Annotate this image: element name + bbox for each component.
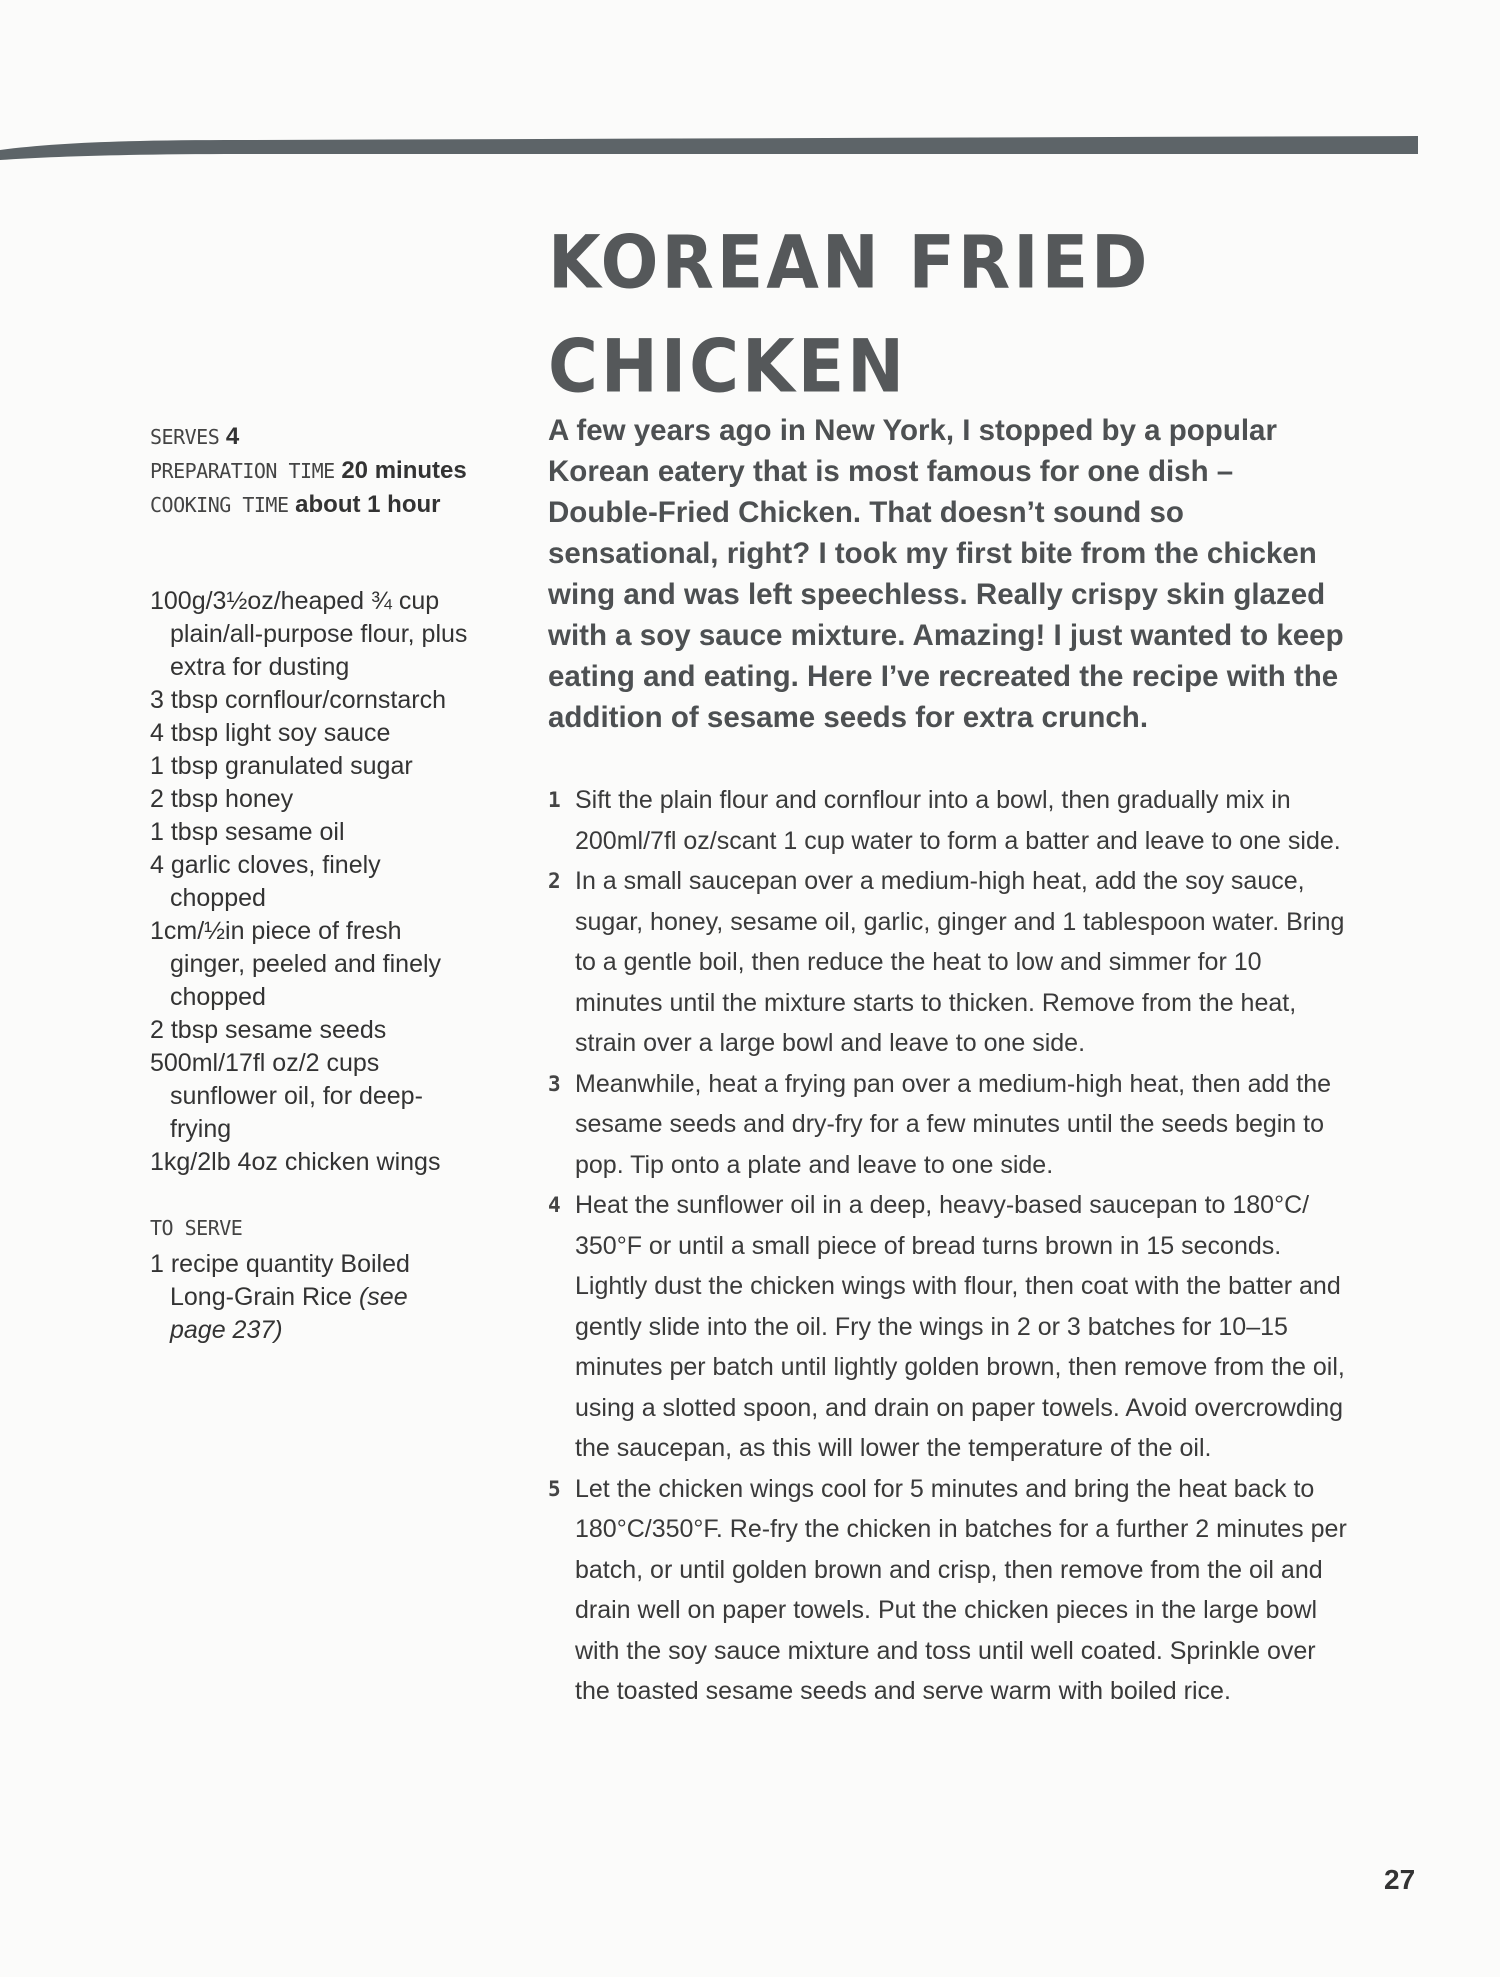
method-step [548,1185,1348,1469]
serves-row [150,420,510,454]
step-number: 3 [548,1071,561,1096]
page-number: 27 [1384,1864,1416,1895]
cook-time-row [150,488,510,522]
ingredient-item: 1 tbsp sesame oil [150,818,345,846]
method-step [548,780,1348,861]
ingredient-item: 1kg/2lb 4oz chicken wings [150,1148,441,1176]
step-number: 5 [548,1476,561,1501]
ingredient-item: 100g/3½oz/heaped ¾ cup plain/all-purpose flour, plus extra for dusting [150,587,468,681]
step-text: Meanwhile, heat a frying pan over a medium-high heat, then add the sesame seeds and dry-fry for a few minutes until the seeds begin to pop. Tip onto a plate and leave to one side. [575,1069,1332,1179]
method-step [548,1064,1348,1186]
recipe-title-line: KOREAN FRIED [548,220,1151,306]
cook-time-label: COOKING TIME [150,493,289,517]
recipe-title [548,212,1150,419]
to-serve-item [150,1248,470,1347]
step-number: 4 [548,1193,561,1217]
ingredient-item: 1cm/½in piece of fresh ginger, peeled and finely chopped [150,917,442,1011]
step-number: 1 [548,788,561,812]
ingredient-item: 500ml/17fl oz/2 cups sunflower oil, for deep-frying [150,1049,423,1143]
method-step [548,1469,1348,1712]
serves-value: 4 [225,423,240,450]
prep-time-label: PREPARATION TIME [150,459,335,483]
step-text: Let the chicken wings cool for 5 minutes and bring the heat back to 180°C/350°F. Re-fry the chicken in batches for a further 2 minutes per batch, or until golden brown and crisp, then remove from the oil and drain well on paper towels. Put the chicken pieces in the large bowl with the soy sauce mixture and toss until well coated. Sprinkle over the toasted sesame seeds and serve warm with boiled rice. [575,1474,1347,1705]
prep-time-value: 20 minutes [341,457,467,484]
page-reference: (see page 237) [170,1283,408,1344]
ingredient-item: 1 tbsp granulated sugar [150,752,413,780]
recipe-meta [150,420,510,522]
serves-label: SERVES [150,425,220,449]
to-serve-heading: TO SERVE [150,1216,243,1240]
method-steps [548,780,1348,1712]
to-serve-text: 1 recipe quantity Boiled Long-Grain Rice [150,1250,410,1311]
method-step [548,861,1348,1064]
cook-time-value: about 1 hour [295,491,441,518]
step-number: 2 [548,869,561,893]
ingredient-item: 4 tbsp light soy sauce [150,719,391,747]
ingredient-item: 3 tbsp cornflour/cornstarch [150,686,446,714]
prep-time-row [150,454,510,488]
step-text: In a small saucepan over a medium-high heat, add the soy sauce, sugar, honey, sesame oil, garlic, ginger and 1 tablespoon water. Bring to a gentle boil, then reduce the heat to low and simmer for 10 minutes until the mixture starts to thicken. Remove from the heat, strain over a large bowl and leave to one side. [575,867,1345,1057]
ingredient-item: 4 garlic cloves, finely chopped [150,851,381,912]
header-rule [0,132,1418,162]
ingredient-item: 2 tbsp honey [150,785,294,813]
recipe-title-line: CHICKEN [548,324,908,410]
ingredient-list [150,585,480,1179]
step-text: Heat the sunflower oil in a deep, heavy-based saucepan to 180°C/ 350°F or until a small piece of bread turns brown in 15 seconds. Lightly dust the chicken wings with flour, then coat with the batter and gently slide into the oil. Fry the wings in 2 or 3 batches for 10–15 minutes per batch until lightly golden brown, then remove from the oil, using a slotted spoon, and drain on paper towels. Avoid overcrowding the saucepan, as this will lower the temperature of the oil. [575,1191,1345,1462]
step-text: Sift the plain flour and cornflour into a bowl, then gradually mix in 200ml/7fl oz/scant 1 cup water to form a batter and leave to one side. [575,786,1341,855]
ingredient-item: 2 tbsp sesame seeds [150,1016,387,1044]
recipe-intro: A few years ago in New York, I stopped by a popular Korean eatery that is most famous for one dish – Double-Fried Chicken. That doesn’t sound so sensational, right? I took my first bite from the chicken wing and was left speechless. Really crispy skin glazed with a soy sauce mixture. Amazing! I just wanted to keep eating and eating. Here I’ve recreated the recipe with the addition of sesame seeds for extra crunch. [548,414,1344,734]
